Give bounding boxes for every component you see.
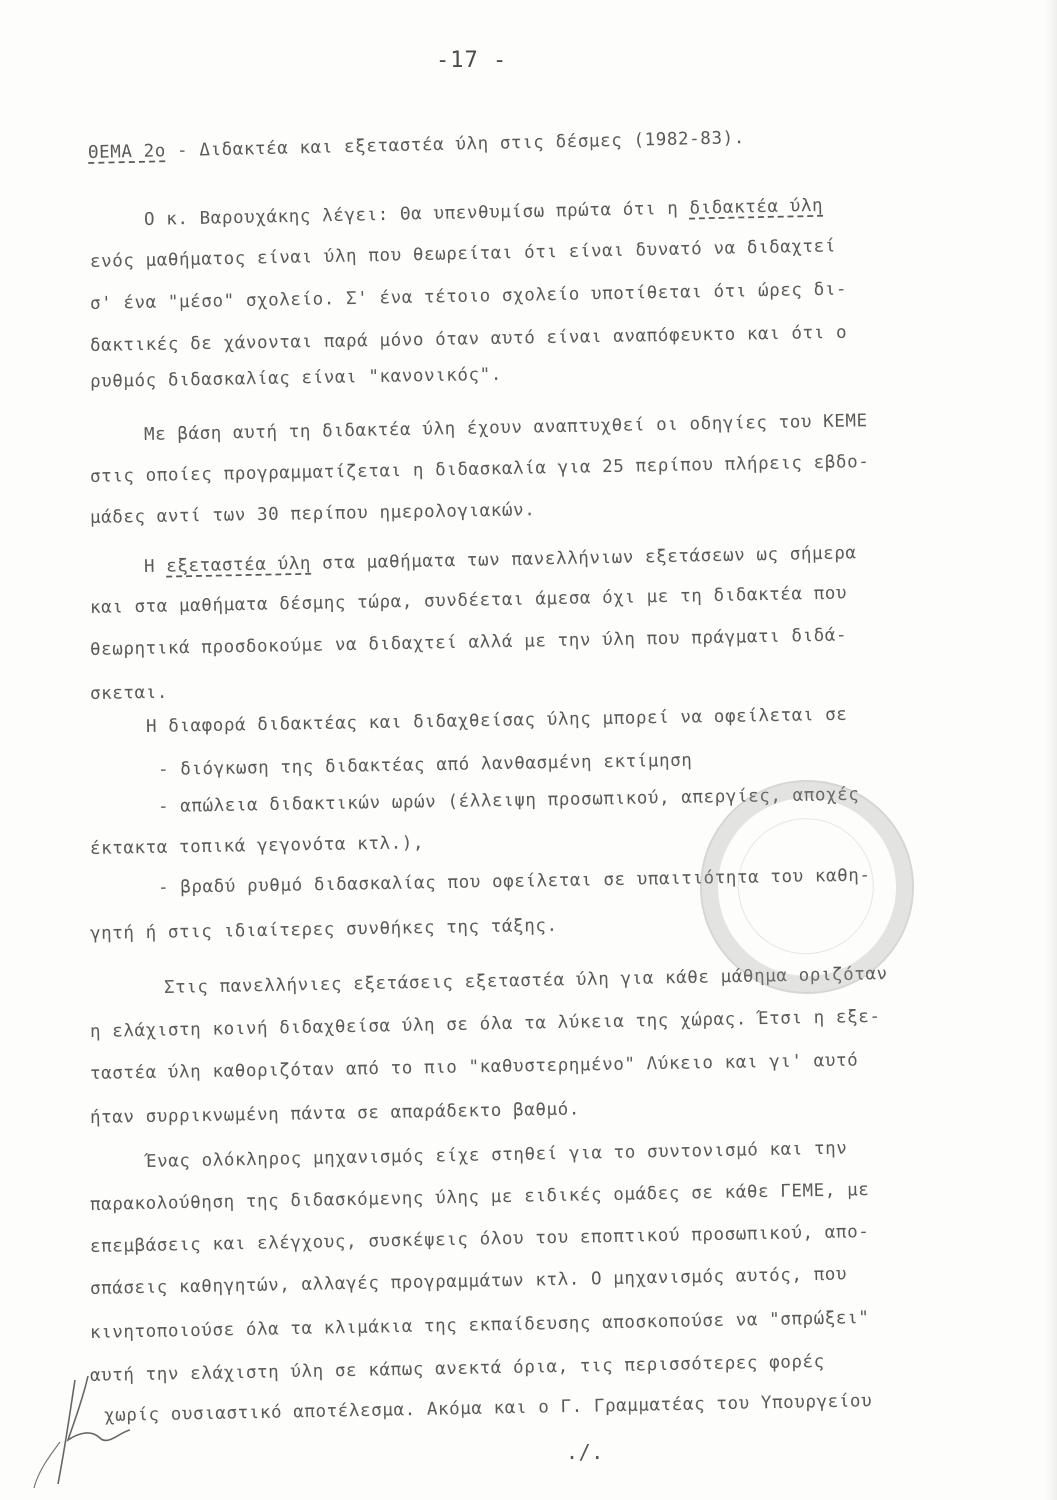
signature-mark [30, 1372, 140, 1492]
list-item: - βραδύ ρυθμό διδασκαλίας που οφείλεται σε υπαιτιότητα του καθη- [157, 865, 871, 898]
heading-title: ΘΕΜΑ 2ο [87, 141, 167, 163]
underlined-term: διδακτέα ύλη [689, 195, 824, 219]
text-line: θεωρητικά προσδοκούμε να διδαχτεί αλλά με την ύλη που πράγματι διδά- [89, 625, 848, 660]
text-line: Ένας ολόκληρος μηχανισμός είχε στηθεί για το συντονισμό και την [145, 1138, 848, 1172]
text-segment: στα μαθήματα των πανελλήνιων εξετάσεων ως σήμερα [310, 543, 857, 574]
text-line: Με βάση αυτή τη διδακτέα ύλη έχουν αναπτυχθεί οι οδηγίες του ΚΕΜΕ [143, 411, 868, 445]
heading-subject: - Διδακτέα και εξεταστέα ύλη στις δέσμες (1982-83). [165, 128, 746, 162]
page-number: -17 - [436, 48, 508, 73]
text-segment: Η [143, 556, 167, 577]
text-line: γητή ή στις ιδιαίτερες συνθήκες της τάξης. [89, 915, 558, 944]
text-line: στις οποίες προγραμματίζεται η διδασκαλία για 25 περίπου πλήρεις εβδο- [89, 452, 870, 487]
text-line: Η διαφορά διδακτέας και διδαχθείσας ύλης μπορεί να οφείλεται σε [145, 704, 848, 737]
text-line: επεμβάσεις και ελέγχους, συσκέψεις όλου του εποπτικού προσωπικού, απο- [89, 1222, 870, 1257]
underlined-term: εξεταστέα ύλη [166, 553, 312, 577]
text-line [144, 196, 824, 230]
text-line: ενός μαθήματος είναι ύλη που θεωρείται ότι είναι δυνατό να διδαχτεί [89, 236, 837, 272]
text-line: η ελάχιστη κοινή διδαχθείσα ύλη σε όλα τα λύκεια της χώρας. Έτσι η εξε- [89, 1006, 881, 1042]
end-mark: ./. [566, 1440, 604, 1464]
text-line: δακτικές δε χάνονται παρά μόνο όταν αυτό είναι αναπόφευκτο και ότι ο [89, 322, 848, 356]
text-line: ταστέα ύλη καθοριζόταν από το πιο "καθυστερημένο" Λύκειο και γι' αυτό [89, 1050, 859, 1084]
text-line: σκεται. [89, 682, 169, 704]
list-item: - απώλεια διδακτικών ωρών (έλλειψη προσωπικού, απεργίες, αποχές [157, 784, 860, 817]
text-line: έκτακτα τοπικά γεγονότα κτλ.), [89, 833, 425, 859]
text-line: σπάσεις καθηγητών, αλλαγές προγραμμάτων κτλ. Ο μηχανισμός αυτός, που [89, 1264, 848, 1299]
text-line: και στα μαθήματα δέσμης τώρα, συνδέεται άμεσα όχι με τη διδακτέα που [89, 583, 848, 618]
text-line: παρακολούθηση της διδασκόμενης ύλης με ειδικές ομάδες σε κάθε ΓΕΜΕ, με [89, 1180, 870, 1215]
text-line: χωρίς ουσιαστικό αποτέλεσμα. Ακόμα και ο Γ. Γραμματέας του Υπουργείου [103, 1391, 873, 1426]
text-line: κινητοποιούσε όλα τα κλιμάκια της εκπαίδευσης αποσκοπούσε να "σπρώξει" [89, 1308, 870, 1343]
heading-line [88, 128, 745, 163]
list-item: - διόγκωση της διδακτέας από λανθασμένη εκτίμηση [157, 750, 693, 780]
text-line: ήταν συρρικνωμένη πάντα σε απαράδεκτο βαθμό. [89, 1099, 581, 1128]
text-line: αυτή την ελάχιστη ύλη σε κάπως ανεκτά όρια, τις περισσότερες φορές [89, 1351, 826, 1386]
text-line [144, 543, 857, 577]
text-segment: Ο κ. Βαρουχάκης λέγει: Θα υπενθυμίσω πρώτα ότι η [143, 198, 690, 230]
text-line: σ' ένα "μέσο" σχολείο. Σ' ένα τέτοιο σχολείο υποτίθεται ότι ώρες δι- [89, 279, 848, 314]
stamp-inner-ring [725, 806, 886, 967]
text-line: Στις πανελλήνιες εξετάσεις εξεταστέα ύλη για κάθε μάθημα οριζόταν [163, 964, 888, 998]
text-line: μάδες αντί των 30 περίπου ημερολογιακών. [89, 500, 536, 528]
text-line: ρυθμός διδασκαλίας είναι "κανονικός". [89, 364, 503, 392]
